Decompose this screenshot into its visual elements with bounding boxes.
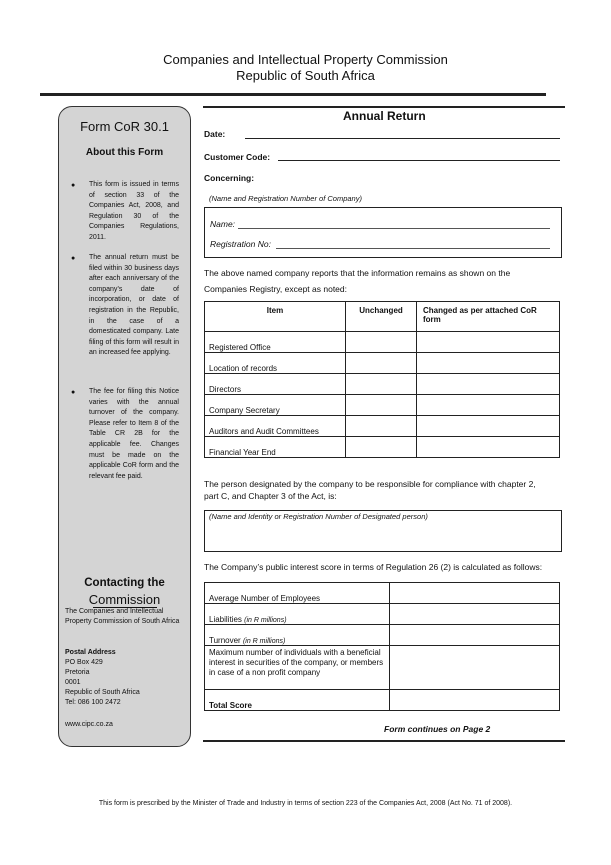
row-label: Liabilities (in R millions)	[205, 604, 390, 625]
unchanged-cell[interactable]	[346, 395, 417, 416]
header-subtitle: Republic of South Africa	[236, 68, 375, 83]
name-field[interactable]	[238, 228, 550, 229]
sidebar-panel	[58, 106, 191, 747]
table-row	[205, 583, 560, 604]
total-score-cell[interactable]	[390, 690, 560, 711]
form-top-rule	[203, 106, 565, 108]
about-title: About this Form	[85, 147, 164, 158]
changed-cell[interactable]	[417, 332, 560, 353]
bullet-icon: ●	[71, 389, 76, 396]
postal-line: 0001	[65, 679, 81, 686]
customer-code-label: Customer Code:	[204, 152, 271, 162]
unchanged-cell[interactable]	[346, 416, 417, 437]
table-row	[205, 437, 560, 458]
row-label: Location of records	[205, 353, 346, 374]
col-changed: Changed as per attached CoR form	[417, 302, 560, 332]
concerning-hint: (Name and Registration Number of Company)	[209, 194, 362, 203]
header-rule	[40, 93, 546, 96]
statement-line2: Companies Registry, except as noted:	[204, 284, 347, 294]
col-unchanged: Unchanged	[346, 302, 417, 332]
row-label: Directors	[205, 374, 346, 395]
changed-cell[interactable]	[417, 395, 560, 416]
score-cell[interactable]	[390, 583, 560, 604]
score-cell[interactable]	[390, 646, 560, 690]
footer-note: This form is prescribed by the Minister of Trade and Industry in terms of section 223 of the Companies Act, 2008 (Act No. 71 of 2008).	[98, 800, 513, 807]
reg-no-field[interactable]	[276, 248, 550, 249]
table-row	[205, 690, 560, 711]
form-title: Annual Return	[343, 109, 426, 123]
changed-cell[interactable]	[417, 353, 560, 374]
bullet-icon: ●	[71, 182, 76, 189]
row-label: Registered Office	[205, 332, 346, 353]
table-row	[205, 646, 560, 690]
header-title: Companies and Intellectual Property Commission	[163, 52, 448, 67]
contact-heading-line1: Contacting the	[84, 577, 165, 589]
score-cell[interactable]	[390, 625, 560, 646]
score-cell[interactable]	[390, 604, 560, 625]
form-code: Form CoR 30.1	[80, 119, 169, 134]
postal-heading: Postal Address	[65, 649, 116, 656]
form-bottom-rule	[203, 740, 565, 742]
company-details-box	[204, 207, 562, 258]
bullet-icon: ●	[71, 255, 76, 262]
website-link[interactable]: www.cipc.co.za	[65, 721, 113, 728]
unchanged-cell[interactable]	[346, 437, 417, 458]
changed-cell[interactable]	[417, 416, 560, 437]
pis-statement: The Company’s public interest score in terms of Regulation 26 (2) is calculated as follows:	[204, 562, 543, 572]
statement-line1: The above named company reports that the information remains as shown on the	[204, 268, 511, 278]
table-row	[205, 604, 560, 625]
changed-cell[interactable]	[417, 437, 560, 458]
row-label: Financial Year End	[205, 437, 346, 458]
about-bullet-3: The fee for filing this Notice varies with the annual turnover of the company. Please refer to Item 8 of the Table CR 2B for the applicable fee. Changes must be made on the applicable CoR form and the relevant fee paid.	[89, 388, 179, 480]
table-row	[205, 374, 560, 395]
pis-table	[204, 582, 560, 711]
table-row	[205, 353, 560, 374]
table-header-row	[205, 302, 560, 332]
continues-note: Form continues on Page 2	[384, 724, 491, 734]
reg-no-label: Registration No:	[210, 239, 271, 249]
row-label: Auditors and Audit Committees	[205, 416, 346, 437]
customer-code-field[interactable]	[278, 160, 560, 161]
table-row	[205, 625, 560, 646]
changed-cell[interactable]	[417, 374, 560, 395]
date-field[interactable]	[245, 138, 560, 139]
postal-line: PO Box 429	[65, 659, 103, 666]
total-score-label: Total Score	[205, 690, 390, 711]
commission-name: The Companies and Intellectual Property Commission of South Africa	[65, 608, 180, 625]
table-row	[205, 395, 560, 416]
designated-line2: part C, and Chapter 3 of the Act, is:	[204, 491, 337, 501]
contact-heading-line2: Commission	[88, 592, 161, 607]
changes-table	[204, 301, 560, 458]
row-label: Turnover (in R millions)	[205, 625, 390, 646]
postal-line: Tel: 086 100 2472	[65, 699, 121, 706]
unchanged-cell[interactable]	[346, 332, 417, 353]
date-label: Date:	[204, 129, 226, 139]
designated-line1: The person designated by the company to be responsible for compliance with chapter 2,	[204, 479, 536, 489]
row-label: Maximum number of individuals with a beneficial interest in securities of the company, or members in case of a non profit company	[205, 646, 390, 690]
unchanged-cell[interactable]	[346, 353, 417, 374]
col-item: Item	[205, 302, 346, 332]
postal-line: Pretoria	[65, 669, 90, 676]
about-bullet-2: The annual return must be filed within 30 business days after each anniversary of the company’s date of incorporation, or date of registration in the Republic, in the case of a domesticated company. Late filing of this form will result in an increased fee applying.	[89, 254, 179, 357]
row-label: Company Secretary	[205, 395, 346, 416]
unchanged-cell[interactable]	[346, 374, 417, 395]
row-label: Average Number of Employees	[205, 583, 390, 604]
concerning-label: Concerning:	[204, 173, 255, 183]
postal-line: Republic of South Africa	[65, 689, 140, 696]
designated-hint: (Name and Identity or Registration Number of Designated person)	[209, 512, 428, 521]
about-bullet-1: This form is issued in terms of section 33 of the Companies Act, 2008, and Regulation 30 of the Companies Regulations, 2011.	[89, 181, 179, 241]
table-row	[205, 416, 560, 437]
table-row	[205, 332, 560, 353]
name-label: Name:	[210, 219, 236, 229]
